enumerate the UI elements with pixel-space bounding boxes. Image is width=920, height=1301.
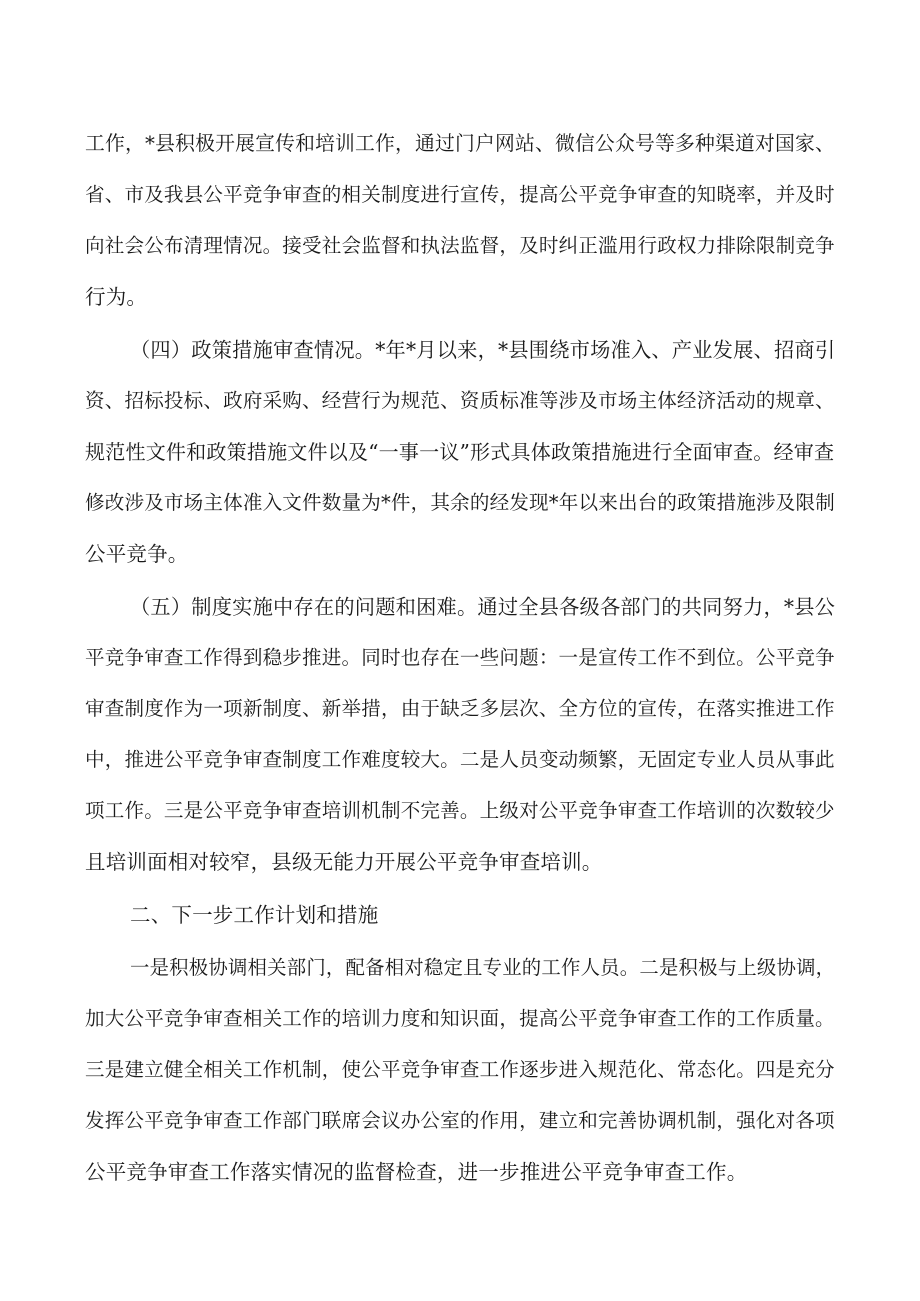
section-heading: 二、下一步工作计划和措施 — [130, 903, 379, 927]
paragraph-line: （五）制度实施中存在的问题和困难。通过全县各级各部门的共同努力，*县公 — [130, 595, 836, 619]
paragraph-line: 中，推进公平竞争审查制度工作难度较大。二是人员变动频繁，无固定专业人员从事此 — [85, 748, 835, 771]
paragraph-line: 项工作。三是公平竞争审查培训机制不完善。上级对公平竞争审查工作培训的次数较少 — [85, 799, 835, 822]
paragraph-line: 平竞争审查工作得到稳步推进。同时也存在一些问题：一是宣传工作不到位。公平竞争 — [85, 646, 835, 669]
paragraph-line: 资、招标投标、政府采购、经营行为规范、资质标准等涉及市场主体经济活动的规章、 — [85, 389, 835, 412]
paragraph-line: 三是建立健全相关工作机制，使公平竞争审查工作逐步进入规范化、常态化。四是充分 — [85, 1058, 835, 1081]
paragraph-line: 审查制度作为一项新制度、新举措，由于缺乏多层次、全方位的宣传，在落实推进工作 — [85, 697, 835, 720]
paragraph-line: 公平竞争审查工作落实情况的监督检查，进一步推进公平竞争审查工作。 — [85, 1160, 748, 1184]
paragraph-line: 发挥公平竞争审查工作部门联席会议办公室的作用，建立和完善协调机制，强化对各项 — [85, 1109, 835, 1132]
paragraph-line: （四）政策措施审查情况。*年*月以来，*县围绕市场准入、产业发展、招商引 — [130, 338, 836, 362]
paragraph-line: 行为。 — [85, 285, 148, 309]
paragraph-line: 工作，*县积极开展宣传和培训工作，通过门户网站、微信公众号等多种渠道对国家、 — [85, 132, 835, 155]
paragraph-line: 一是积极协调相关部门，配备相对稳定且专业的工作人员。二是积极与上级协调， — [130, 956, 836, 979]
paragraph-line: 向社会公布清理情况。接受社会监督和执法监督，及时纠正滥用行政权力排除限制竞争 — [85, 234, 835, 257]
paragraph-line: 且培训面相对较窄，县级无能力开展公平竞争审查培训。 — [85, 850, 603, 874]
paragraph-line: 修改涉及市场主体准入文件数量为*件，其余的经发现*年以来出台的政策措施涉及限制 — [85, 491, 835, 514]
paragraph-line: 加大公平竞争审查相关工作的培训力度和知识面，提高公平竞争审查工作的工作质量。 — [85, 1007, 835, 1030]
paragraph-line: 省、市及我县公平竞争审查的相关制度进行宣传，提高公平竞争审查的知晓率，并及时 — [85, 183, 835, 206]
paragraph-line: 规范性文件和政策措施文件以及“一事一议”形式具体政策措施进行全面审查。经审查 — [85, 440, 835, 464]
paragraph-line: 公平竞争。 — [85, 542, 189, 566]
